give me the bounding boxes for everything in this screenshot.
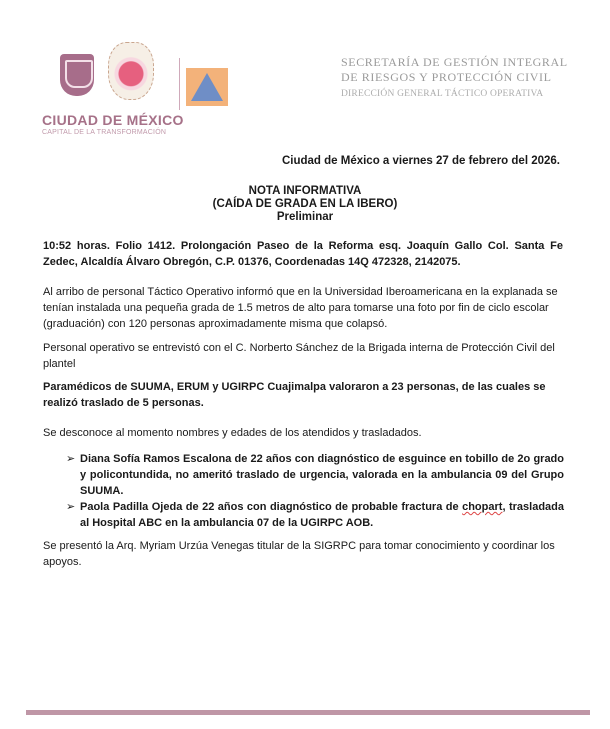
title-line1: NOTA INFORMATIVA <box>248 185 362 197</box>
arrow-bullet-icon: ➢ <box>66 501 76 513</box>
list-item-text: Paola Padilla Ojeda de 22 años con diagnóstico de probable fractura de <box>80 501 463 513</box>
desconoce-paragraph: Se desconoce al momento nombres y edades de los atendidos y trasladados. <box>43 427 422 439</box>
footer-bar <box>26 710 590 715</box>
spellcheck-flagged-word: chopart <box>462 501 503 513</box>
logo-divider <box>179 58 180 110</box>
list-item-text: , trasladada al Hospital ABC en la ambulancia 07 de la UGIRPC AOB. <box>80 501 564 529</box>
arribo-paragraph: Al arribo de personal Táctico Operativo informó que en la Universidad Iberoamericana en la explanada se tenían instalada una pequeña grada de 1.5 metros de alto para tomarse una foto por fin de ciclo escolar (graduación) con 120 personas aproximadamente misma que colapsó. <box>43 286 558 330</box>
proteccion-civil-logo-icon <box>186 68 228 106</box>
document-title <box>0 185 610 224</box>
list-item <box>80 499 564 531</box>
logo-city-title: CIUDAD DE MÉXICO <box>42 112 184 128</box>
direccion-line: DIRECCIÓN GENERAL TÁCTICO OPERATIVA <box>341 89 544 99</box>
title-line2: (CAÍDA DE GRADA EN LA IBERO) <box>212 198 398 210</box>
cdmx-shield-icon <box>60 54 94 96</box>
cdmx-heart-map-icon <box>108 42 154 100</box>
date-line: Ciudad de México a viernes 27 de febrero del 2026. <box>281 155 560 167</box>
secretaria-line1: SECRETARÍA DE GESTIÓN INTEGRAL <box>341 55 568 69</box>
arrow-bullet-icon: ➢ <box>66 453 76 465</box>
triangle-icon <box>191 73 223 101</box>
presento-paragraph: Se presentó la Arq. Myriam Urzúa Venegas titular de la SIGRPC para tomar conocimiento y coordinar los apoyos. <box>43 540 555 568</box>
title-line3: Preliminar <box>276 211 334 223</box>
list-item: Diana Sofía Ramos Escalona de 22 años con diagnóstico de esguince en tobillo de 2o grado y policontundida, no ameritó traslado de urgencia, valorada en la ambulancia 09 del Grupo SUUMA. <box>80 453 564 497</box>
logo-city-subtitle: CAPITAL DE LA TRANSFORMACIÓN <box>42 129 167 136</box>
paramedicos-paragraph: Paramédicos de SUUMA, ERUM y UGIRPC Cuajimalpa valoraron a 23 personas, de las cuales se realizó traslado de 5 personas. <box>43 381 546 409</box>
entrevista-paragraph: Personal operativo se entrevistó con el C. Norberto Sánchez de la Brigada interna de Protección Civil del plantel <box>43 342 555 370</box>
folio-paragraph: 10:52 horas. Folio 1412. Prolongación Paseo de la Reforma esq. Joaquín Gallo Col. Santa Fe Zedec, Alcaldía Álvaro Obregón, C.P. 01376, Coordenadas 14Q 472328, 2142075. <box>43 240 563 268</box>
secretaria-line2: DE RIESGOS Y PROTECCIÓN CIVIL <box>341 70 552 84</box>
